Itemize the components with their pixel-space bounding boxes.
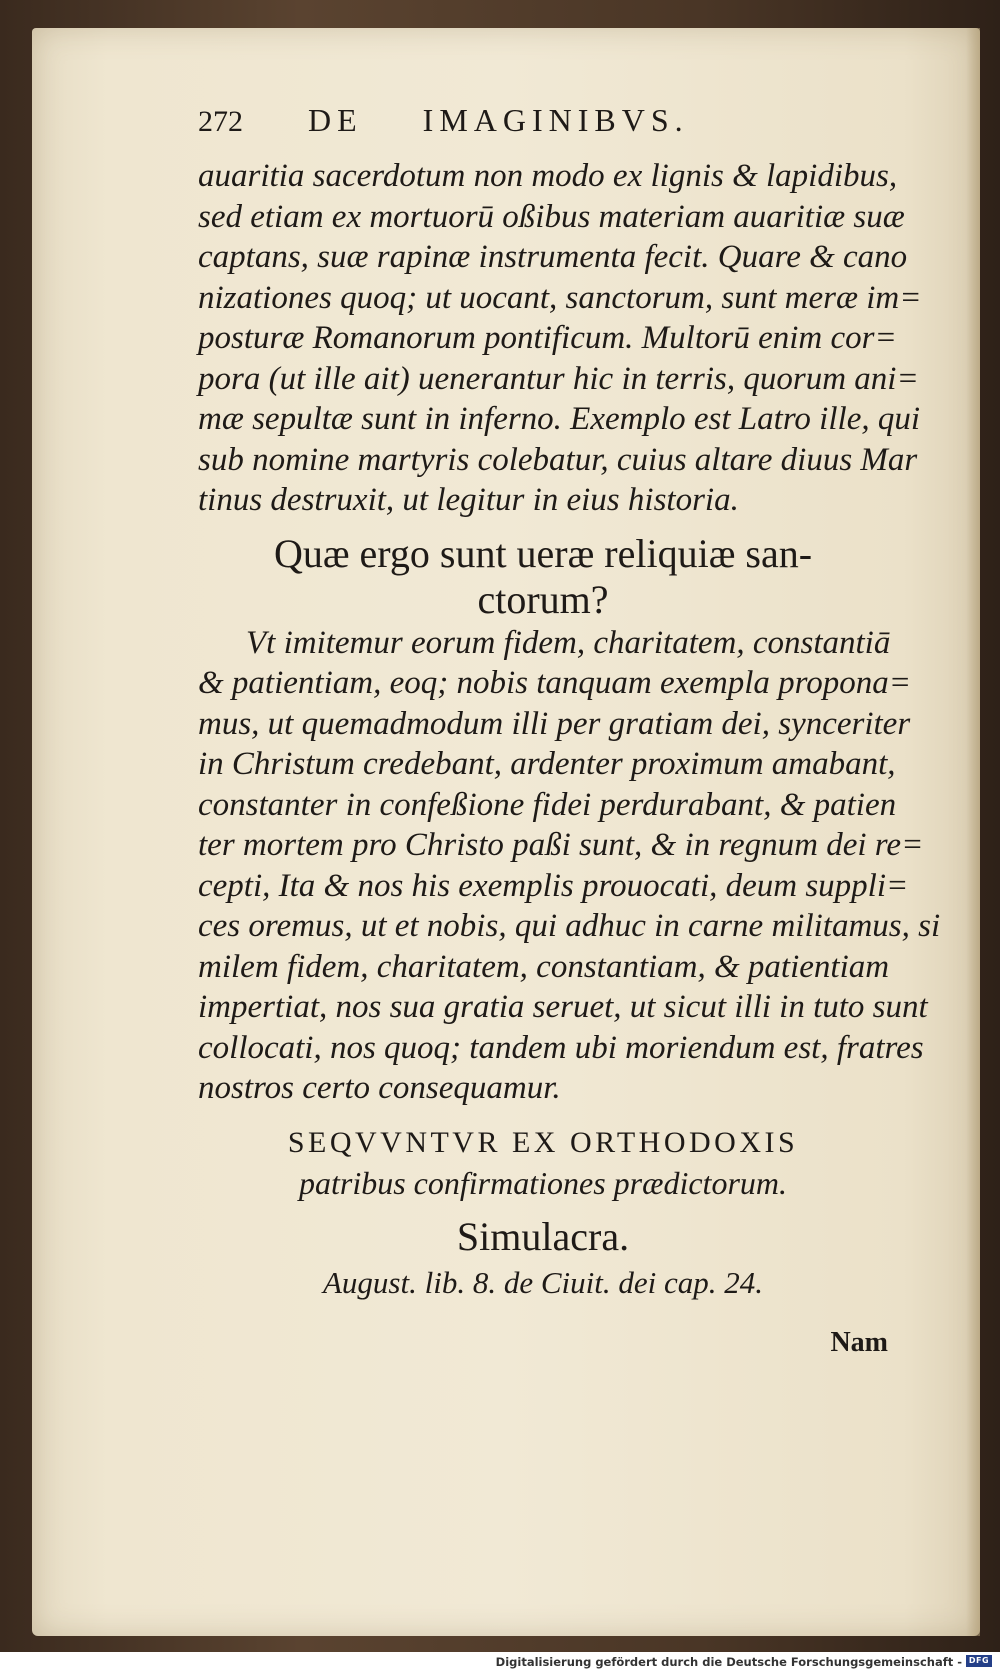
text-line: ter mortem pro Christo paßi sunt, & in regnum dei re= xyxy=(198,827,924,863)
dfg-logo: DFG xyxy=(966,1655,992,1667)
text-line: nizationes quoq; ut uocant, sanctorum, sunt meræ im= xyxy=(198,279,922,316)
running-title xyxy=(308,102,689,139)
text-line: & patientiam, eoq; nobis tanquam exempla propona= xyxy=(198,665,912,701)
catchword: Nam xyxy=(830,1326,888,1358)
question-heading-line-2: ctorum? xyxy=(477,576,609,622)
text-line: mus, ut quemadmodum illi per gratiam dei, synceriter xyxy=(198,705,911,742)
text-line: collocati, nos quoq; tandem ubi moriendum est, fratres xyxy=(198,1029,924,1066)
running-header xyxy=(198,102,888,154)
running-title-word-2: IMAGINIBVS. xyxy=(422,102,689,138)
text-line: posturæ Romanorum pontificum. Multorū enim cor= xyxy=(198,320,897,356)
section-heading: SEQVVNTVR EX ORTHODOXIS xyxy=(287,1125,799,1159)
text-line: sub nomine martyris colebatur, cuius altare diuus Mar xyxy=(198,441,918,478)
question-heading-line-1: Quæ ergo sunt ueræ reliquiæ san- xyxy=(273,530,813,576)
text-line: impertiat, nos sua gratia seruet, ut sicut illi in tuto sunt xyxy=(198,989,928,1025)
text-line: Vt imitemur eorum fidem, charitatem, constantiā xyxy=(246,624,891,661)
text-line: nostros certo consequamur. xyxy=(198,1070,561,1106)
page-edge-shadow xyxy=(966,28,980,1636)
text-line: mæ sepultæ sunt in inferno. Exemplo est Latro ille, qui xyxy=(198,401,921,437)
text-line: cepti, Ita & nos his exemplis prouocati, deum suppli= xyxy=(198,867,909,904)
text-line: constanter in confeßione fidei perdurabant, & patien xyxy=(198,786,897,823)
source-reference: August. lib. 8. de Ciuit. dei cap. 24. xyxy=(323,1264,763,1300)
digitization-credit: Digitalisierung gefördert durch die Deutsche Forschungsgemeinschaft - xyxy=(495,1655,962,1669)
page-text xyxy=(198,102,941,1363)
text-line: milem fidem, charitatem, constantiam, & patientiam xyxy=(198,948,890,985)
text-line: tinus destruxit, ut legitur in eius historia. xyxy=(198,482,739,518)
running-title-word-1: DE xyxy=(308,102,363,138)
paragraph-2 xyxy=(198,623,941,1109)
paragraph-1 xyxy=(198,156,922,521)
text-line: pora (ut ille ait) uenerantur hic in terris, quorum ani= xyxy=(198,360,919,397)
text-line: in Christum credebant, ardenter proximum amabant, xyxy=(198,746,896,782)
page-number: 272 xyxy=(198,105,243,138)
section-subheading: patribus confirmationes prædictorum. xyxy=(298,1164,787,1201)
text-line: ces oremus, ut et nobis, qui adhuc in carne militamus, si xyxy=(198,908,941,944)
text-line: auaritia sacerdotum non modo ex lignis & lapidibus, xyxy=(198,158,898,194)
simulacra-heading: Simulacra. xyxy=(456,1213,630,1259)
text-line: sed etiam ex mortuorū oßibus materiam auaritiæ suæ xyxy=(198,198,905,235)
text-line: captans, suæ rapinæ instrumenta fecit. Quare & cano xyxy=(198,239,908,275)
